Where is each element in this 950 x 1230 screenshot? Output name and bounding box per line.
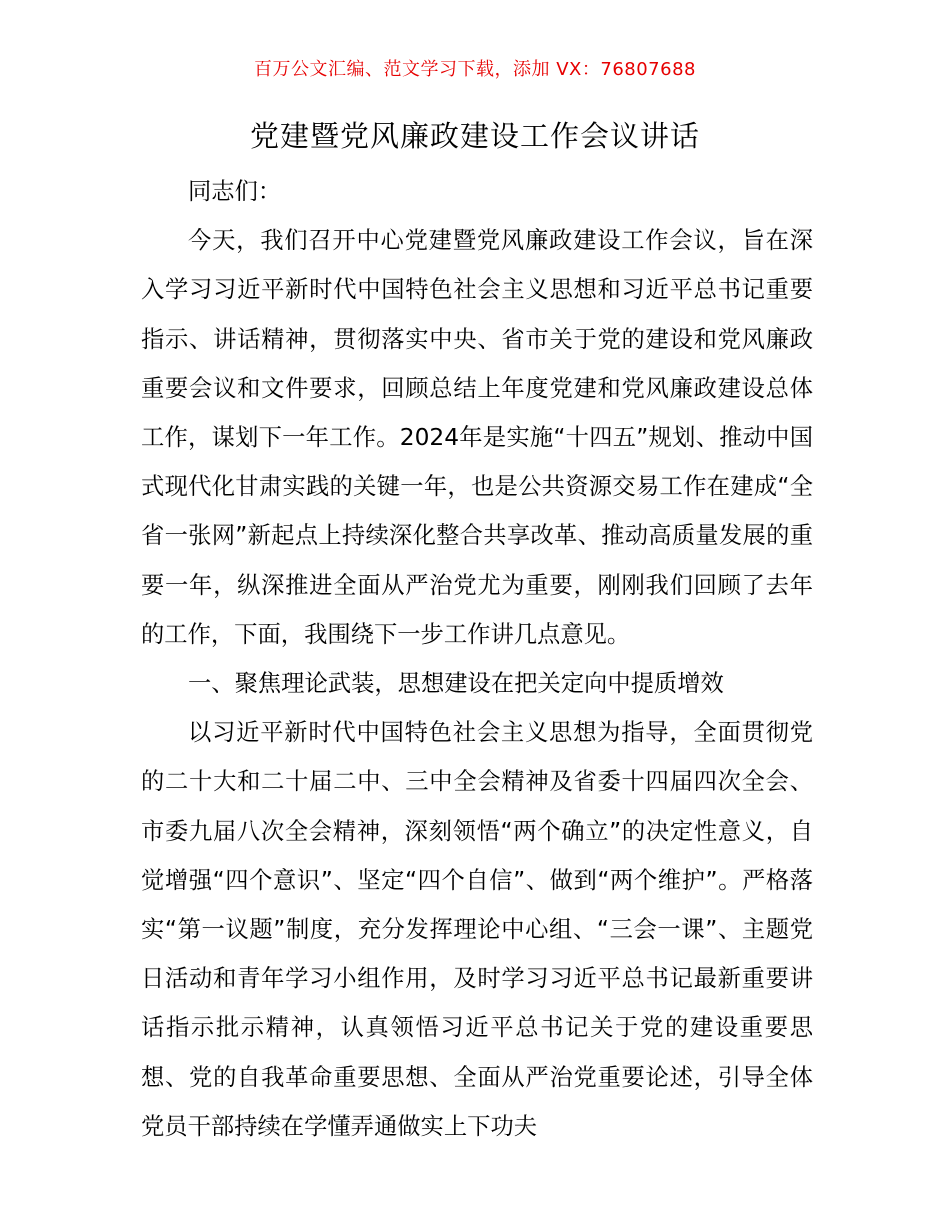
paragraph-section-1: 以习近平新时代中国特色社会主义思想为指导，全面贯彻党的二十大和二十届二中、三中全会精神及省委十四届四次全会、市委九届八次全会精神，深刻领悟“两个确立”的决定性意义，自觉增强“四个意识”、坚定“四个自信”、做到“两个维护”。严格落实“第一议题”制度，充分发挥理论中心组、“三会一课”、主题党日活动和青年学习小组作用，及时学习习近平总书记最新重要讲话指示批示精神，认真领悟习近平总书记关于党的建设重要思想、党的自我革命重要思想、全面从严治党重要论述，引导全体党员干部持续在学懂弄通做实上下功夫 <box>141 719 813 1140</box>
promo-header: 百万公文汇编、范文学习下载，添加 VX：76807688 <box>254 59 696 80</box>
document-title: 党建暨党风廉政建设工作会议讲话 <box>249 119 700 153</box>
salutation: 同志们： <box>188 178 282 205</box>
paragraph-intro: 今天，我们召开中心党建暨党风廉政建设工作会议，旨在深入学习习近平新时代中国特色社会主义思想和习近平总书记重要指示、讲话精神，贯彻落实中央、省市关于党的建设和党风廉政重要会议和文件要求，回顾总结上年度党建和党风廉政建设总体工作，谋划下一年工作。2024年是实施“十四五”规划、推动中国式现代化甘肃实践的关键一年，也是公共资源交易工作在建成“全省一张网”新起点上持续深化整合共享改革、推动高质量发展的重要一年，纵深推进全面从严治党尤为重要，刚刚我们回顾了去年的工作，下面，我围绕下一步工作讲几点意见。 <box>141 227 813 648</box>
section-heading-1: 一、聚焦理论武装，思想建设在把关定向中提质增效 <box>188 670 724 698</box>
document-body <box>141 167 813 1151</box>
